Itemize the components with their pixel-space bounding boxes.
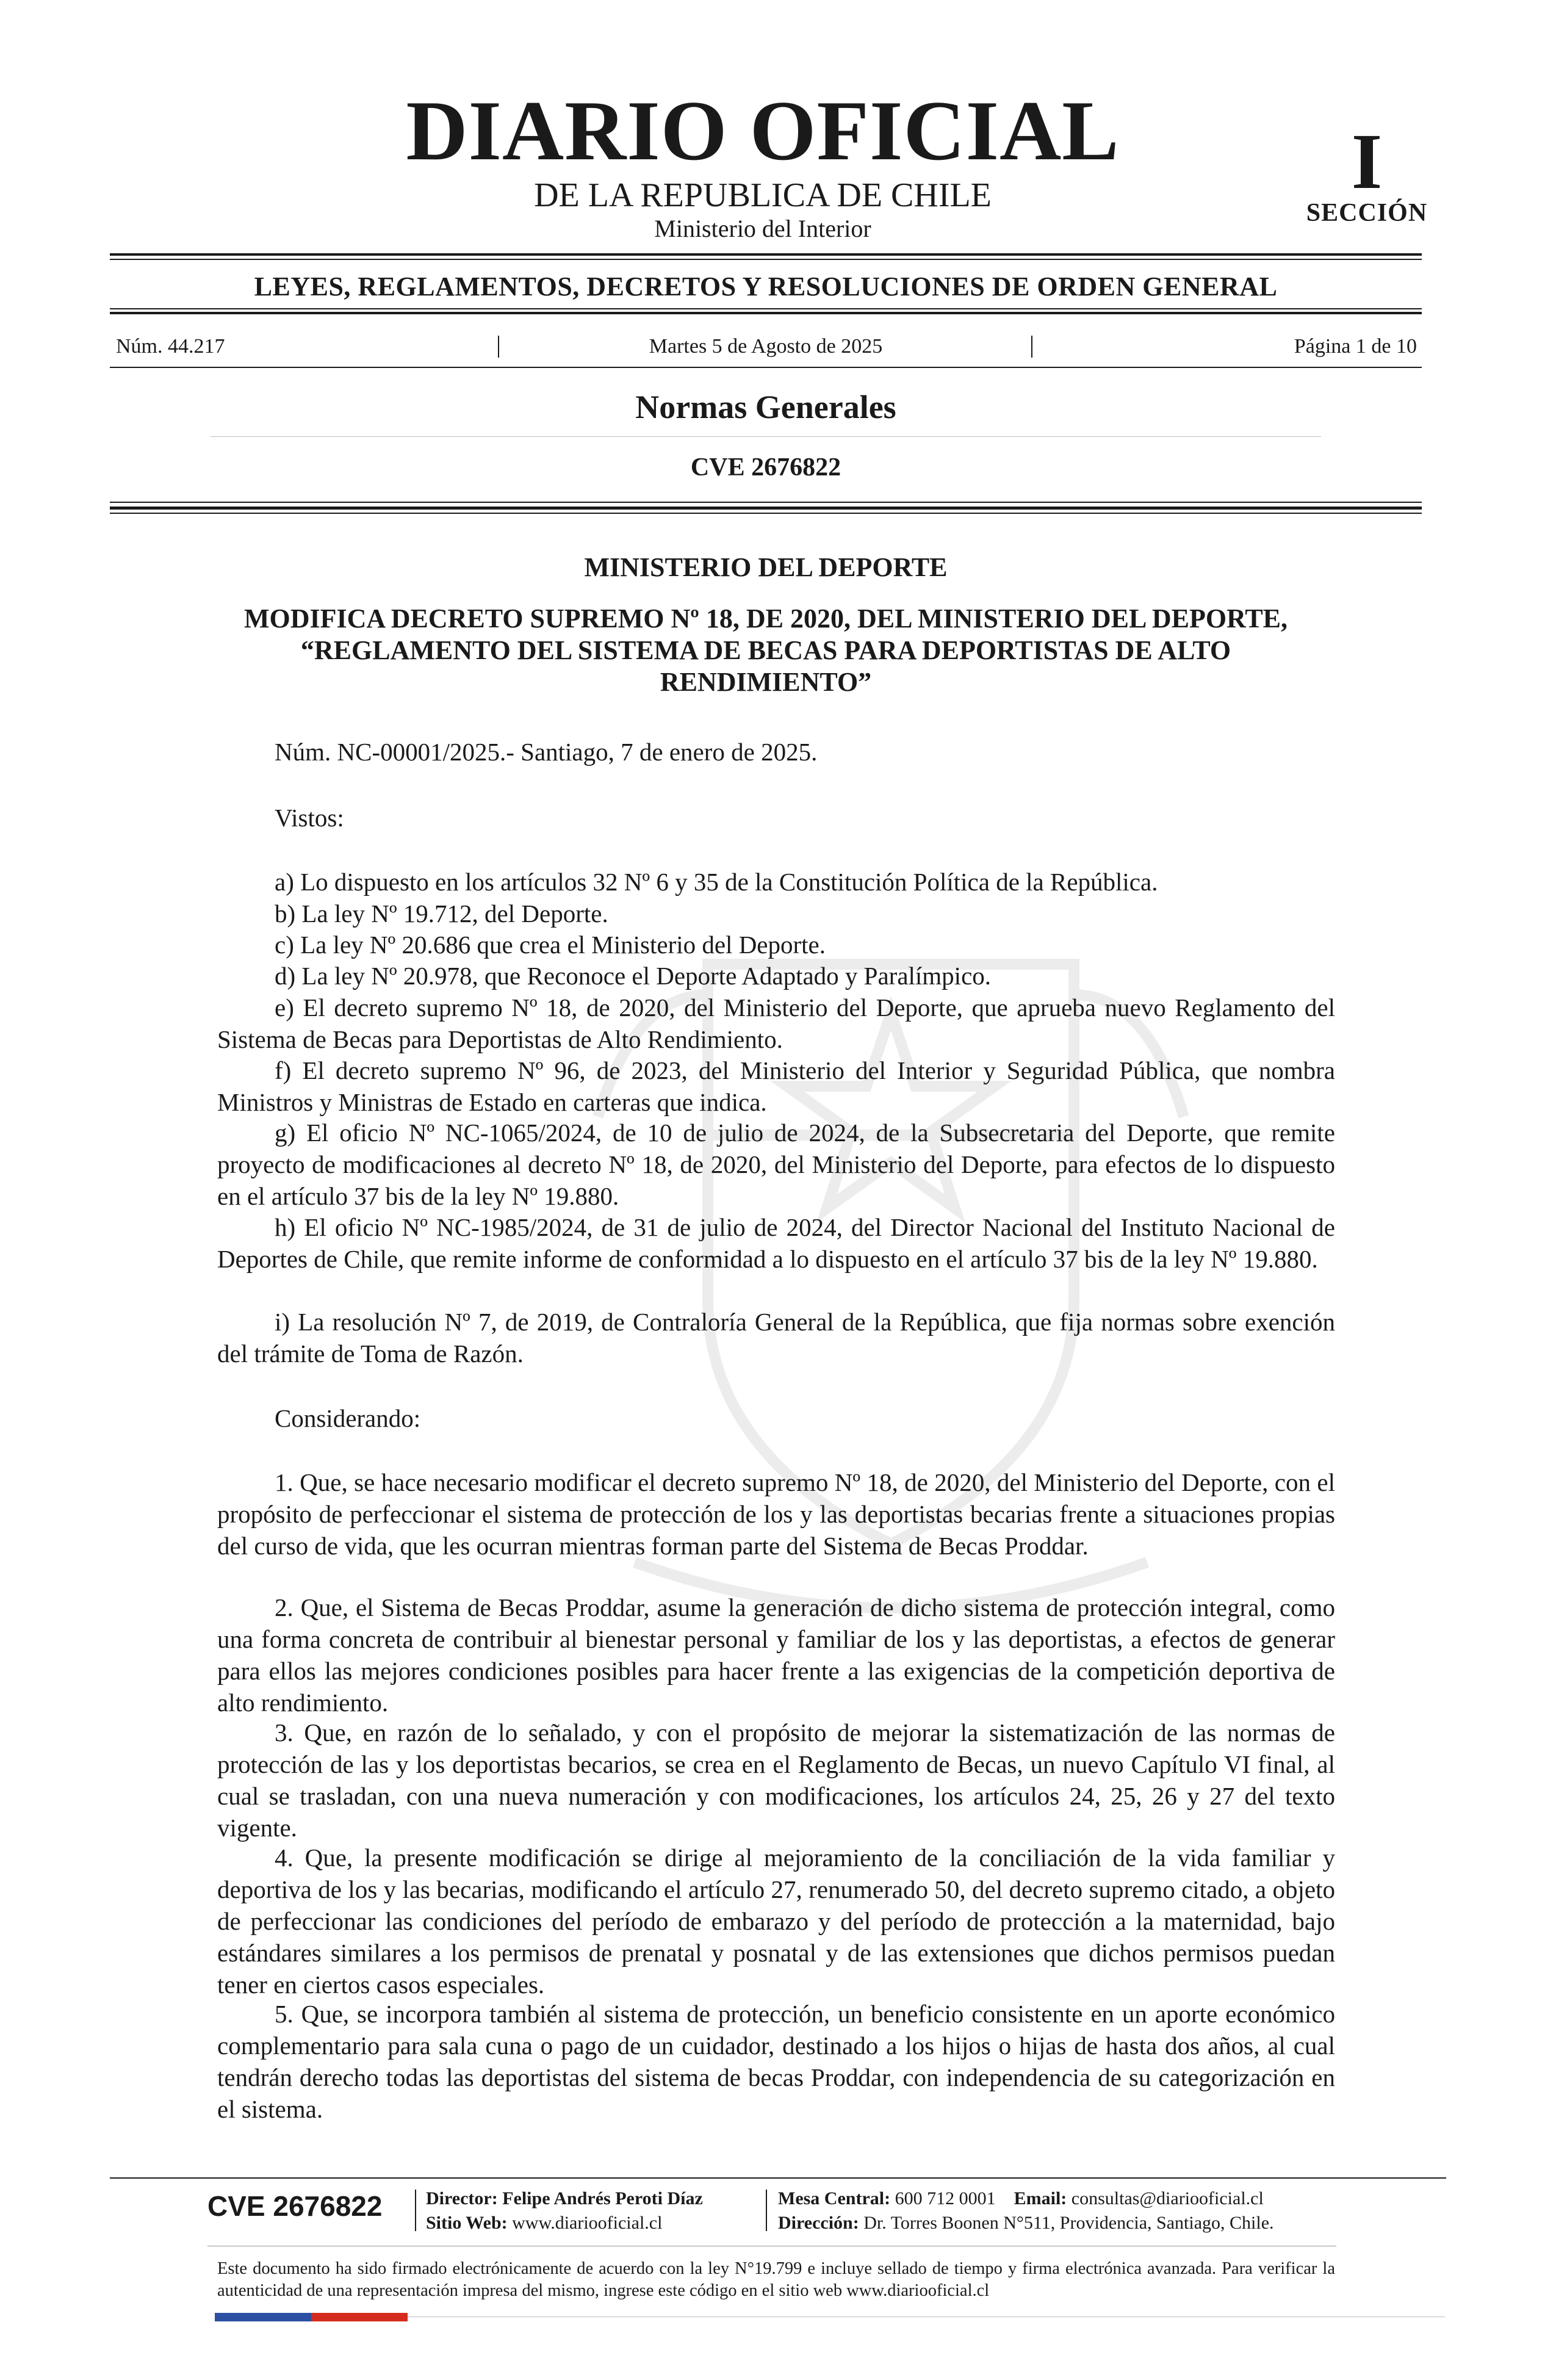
category-rule-thin <box>110 308 1422 309</box>
considerando-item: 1. Que, se hace necesario modificar el decreto supremo Nº 18, de 2020, del Ministerio del Deporte, con el propósito de perfeccionar el sistema de protección de los y las deportistas becarias frente a situaciones propias del curso de vida, que les ocurran mientras forman parte del Sistema de Becas Proddar. <box>217 1468 1335 1560</box>
visto-item: c) La ley Nº 20.686 que crea el Ministerio del Deporte. <box>275 931 826 959</box>
considerando-item: 5. Que, se incorpora también al sistema de protección, un beneficio consistente en un aporte económico complementario para sala cuna o pago de un cuidador, destinado a los hijos o hijas de hasta dos años, al cual tendrán derecho todas las deportistas del sistema de becas Proddar, con independencia de su categorización en el sistema. <box>217 2000 1335 2123</box>
email-label: Email: <box>1014 2188 1067 2209</box>
category-rule-thick <box>110 312 1422 314</box>
visto-item: d) La ley Nº 20.978, que Reconoce el Deporte Adaptado y Paralímpico. <box>275 962 992 990</box>
address-text: Dr. Torres Boonen N°511, Providencia, Santiago, Chile. <box>863 2213 1274 2233</box>
visto-item: f) El decreto supremo Nº 96, de 2023, del Ministerio del Interior y Seguridad Pública, que nombra Ministros y Ministras de Estado en carteras que indica. <box>217 1056 1335 1116</box>
visto-item: i) La resolución Nº 7, de 2019, de Contraloría General de la República, que fija normas sobre exención del trámite de Toma de Razón. <box>217 1308 1335 1368</box>
info-separator <box>1031 336 1032 358</box>
considerando-label: Considerando: <box>275 1404 421 1432</box>
cve-code: CVE 2676822 <box>690 453 841 481</box>
header-rule-1 <box>110 502 1422 503</box>
footer-separator <box>766 2190 767 2231</box>
email-link[interactable]: consultas@diariooficial.cl <box>1071 2188 1264 2209</box>
newspaper-title: DIARIO OFICIAL <box>406 84 1120 178</box>
document-title: MODIFICA DECRETO SUPREMO Nº 18, DE 2020, DEL MINISTERIO DEL DEPORTE, “REGLAMENTO DEL SISTEMA DE BECAS PARA DEPORTISTAS DE ALTO RENDIMIENTO” <box>243 604 1288 697</box>
newspaper-subtitle: DE LA REPUBLICA DE CHILE <box>534 176 992 214</box>
director-label: Director: <box>426 2188 498 2209</box>
newspaper-ministry: Ministerio del Interior <box>654 215 871 242</box>
header-rule-3 <box>110 513 1422 514</box>
category-heading: LEYES, REGLAMENTOS, DECRETOS Y RESOLUCIONES DE ORDEN GENERAL <box>254 272 1278 301</box>
website-link[interactable]: www.diariooficial.cl <box>512 2213 663 2233</box>
document-ministry: MINISTERIO DEL DEPORTE <box>584 552 948 582</box>
decree-number-line: Núm. NC-00001/2025.- Santiago, 7 de enero de 2025. <box>275 738 818 766</box>
section-heading: Normas Generales <box>635 389 896 425</box>
visto-item: h) El oficio Nº NC-1985/2024, de 31 de julio de 2024, del Director Nacional del Instituto Nacional de Deportes de Chile, que remite informe de conformidad a lo dispuesto en el artículo 37 bis de la ley Nº 19.880. <box>217 1213 1335 1273</box>
footer-rule <box>110 2177 1446 2179</box>
section-label: SECCIÓN <box>1306 199 1428 227</box>
header-rule-2 <box>110 507 1422 510</box>
issue-date: Martes 5 de Agosto de 2025 <box>649 335 883 358</box>
phone-number: 600 712 0001 <box>895 2188 996 2209</box>
visto-item: b) La ley Nº 19.712, del Deporte. <box>275 900 608 928</box>
vistos-label: Vistos: <box>275 804 344 832</box>
masthead-rule-top <box>110 253 1422 256</box>
visto-item: g) El oficio Nº NC-1065/2024, de 10 de julio de 2024, de la Subsecretaria del Deporte, que remite proyecto de modificaciones al decreto Nº 18, de 2020, del Ministerio del Deporte, para efectos de lo dispuesto en el artículo 37 bis de la ley Nº 19.880. <box>217 1119 1335 1210</box>
issue-info-bar <box>110 334 1422 359</box>
website-label: Sitio Web: <box>426 2213 508 2233</box>
flag-bar-red <box>311 2313 408 2321</box>
footer-contact-block <box>778 2187 1358 2235</box>
info-rule <box>110 367 1422 368</box>
issue-number: Núm. 44.217 <box>116 335 225 358</box>
footer-cve-code: CVE 2676822 <box>207 2190 383 2222</box>
considerando-item: 3. Que, en razón de lo señalado, y con el propósito de mejorar la sistematización de las normas de protección de las y los deportistas becarios, se crea en el Reglamento de Becas, un nuevo Capítulo VI final, al cual se trasladan, con una nueva numeración y con modificaciones, los artículos 24, 25, 26 y 27 del texto vigente. <box>217 1718 1335 1842</box>
section-number: I <box>1351 118 1383 206</box>
masthead-rule-thin <box>110 259 1422 260</box>
considerando-item: 4. Que, la presente modificación se dirige al mejoramiento de la conciliación de la vida familiar y deportiva de los y las becarias, modificando el artículo 27, renumerado 50, del decreto supremo citado, a objeto de perfeccionar las condiciones del período de embarazo y del período de protección a la maternidad, bajo estándares similares a los permisos de prenatal y posnatal y de las extensiones que dichos permisos puedan tener en ciertos casos especiales. <box>217 1844 1335 1999</box>
visto-item: a) Lo dispuesto en los artículos 32 Nº 6 y 35 de la Constitución Política de la República. <box>275 868 1158 896</box>
page-indicator: Página 1 de 10 <box>1294 335 1417 358</box>
phone-label: Mesa Central: <box>778 2188 891 2209</box>
address-label: Dirección: <box>778 2213 859 2233</box>
section-heading-rule <box>211 436 1321 437</box>
considerando-item: 2. Que, el Sistema de Becas Proddar, asume la generación de dicho sistema de protección integral, como una forma concreta de contribuir al bienestar personal y familiar de los y las deportistas, a efectos de generar para ellos las mejores condiciones posibles para hacer frente a las exigencias de la competición deportiva de alto rendimiento. <box>217 1593 1335 1717</box>
authenticity-note: Este documento ha sido firmado electrónicamente de acuerdo con la ley N°19.799 e incluye sellado de tiempo y firma electrónica avanzada. Para verificar la autenticidad de una representación impresa del mismo, ingrese este código en el sitio web www.diariooficial.cl <box>217 2259 1335 2300</box>
director-name: Felipe Andrés Peroti Díaz <box>502 2188 703 2209</box>
visto-item: e) El decreto supremo Nº 18, de 2020, del Ministerio del Deporte, que aprueba nuevo Reglamento del Sistema de Becas para Deportistas de Alto Rendimiento. <box>217 993 1335 1053</box>
flag-bar-blue <box>215 2313 311 2321</box>
footer-separator <box>415 2190 416 2231</box>
footer-director-block <box>426 2187 768 2235</box>
